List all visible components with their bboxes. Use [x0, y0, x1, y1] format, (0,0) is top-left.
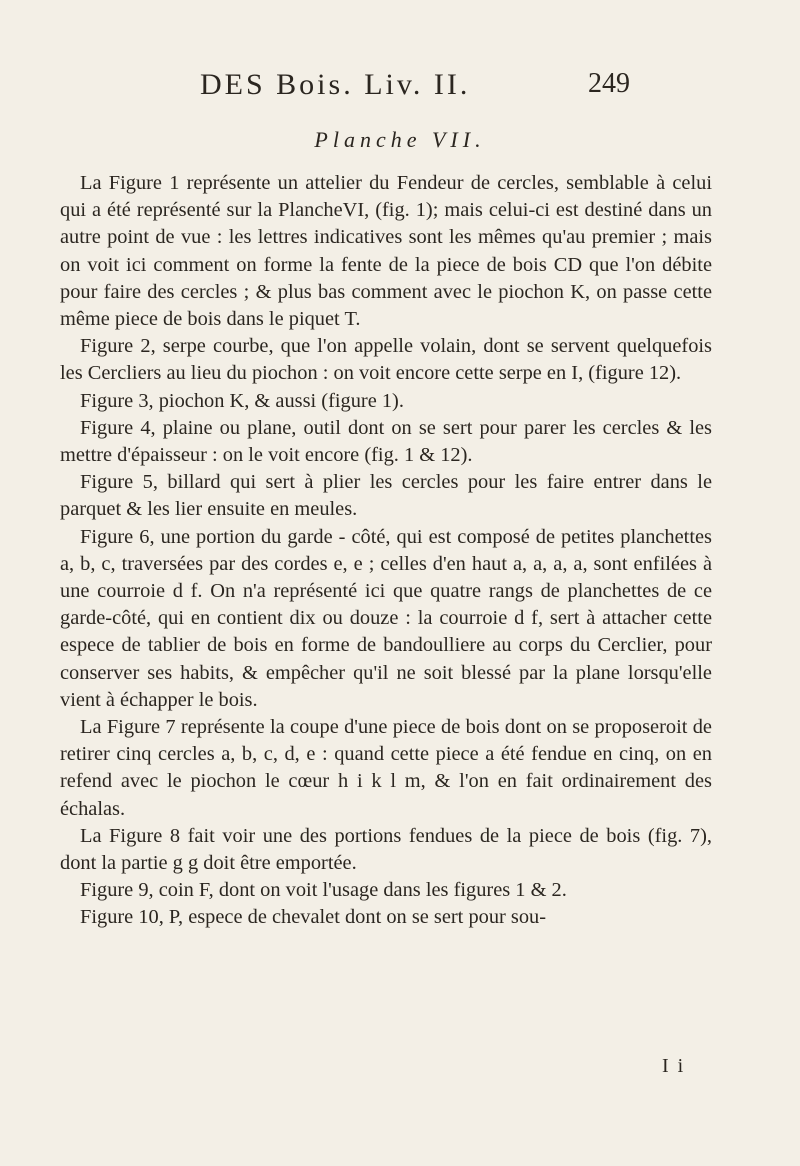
paragraph: Figure 3, piochon K, & aussi (figure 1).: [80, 389, 404, 412]
paragraph: Figure 2, serpe courbe, que l'on appelle volain, dont se servent quelquefois les Cercliers au lieu du piochon : on voit encore cette serpe en I, (figure 12).: [60, 335, 712, 385]
page-number: 249: [588, 68, 630, 99]
paragraph: La Figure 8 fait voir une des portions fendues de la piece de bois (fig. 7), dont la partie g g doit être emportée.: [60, 824, 712, 875]
paragraph: Figure 6, une portion du garde - côté, qui est composé de petites planchettes a, b, c, traversées par des cordes e, e ; celles d'en haut a, a, a, a, sont enfilées à une courroie d f. On n'a représenté ici que quatre rangs de planchettes de ce garde-côté, qui en contient dix ou douze : la courroie d f, sert à attacher cette espece de tablier de bois en forme de bandoulliere au corps du Cerclier, pour conserver ses habits, & empêcher qu'il ne soit blessé par la plane lorsqu'elle vient à échapper le bois.: [60, 525, 712, 711]
plate-heading: Planche VII.: [314, 127, 486, 152]
body-text: [60, 170, 712, 932]
running-title: DES Bois. Liv. II.: [200, 68, 471, 101]
paragraph: La Figure 1 représente un attelier du Fendeur de cercles, semblable à celui qui a été représenté sur la PlancheVI, (fig. 1); mais celui-ci est destiné dans un autre point de vue : les lettres indicatives sont les mêmes qu'au premier ; mais on voit ici comment on forme la fente de la piece de bois CD que l'on débite pour faire des cercles ; & plus bas comment avec le piochon K, on passe cette même piece de bois dans le piquet T.: [60, 172, 712, 331]
paragraph: Figure 4, plaine ou plane, outil dont on se sert pour parer les cercles & les mettre d'épaisseur : on le voit encore (fig. 1 & 12).: [60, 416, 712, 467]
paragraph: La Figure 7 représente la coupe d'une piece de bois dont on se proposeroit de retirer cinq cercles a, b, c, d, e : quand cette piece a été fendue en cinq, on en refend avec le piochon le cœur h i k l m, & l'on en fait ordinairement des échalas.: [60, 716, 712, 820]
page-header: [200, 68, 630, 118]
signature-mark: I i: [662, 1055, 686, 1077]
paragraph: Figure 5, billard qui sert à plier les cercles pour les faire entrer dans le parquet & les lier ensuite en meules.: [60, 471, 712, 521]
paragraph: Figure 9, coin F, dont on voit l'usage dans les figures 1 & 2.: [80, 879, 567, 902]
paragraph: Figure 10, P, espece de chevalet dont on se sert pour sou-: [80, 906, 547, 929]
